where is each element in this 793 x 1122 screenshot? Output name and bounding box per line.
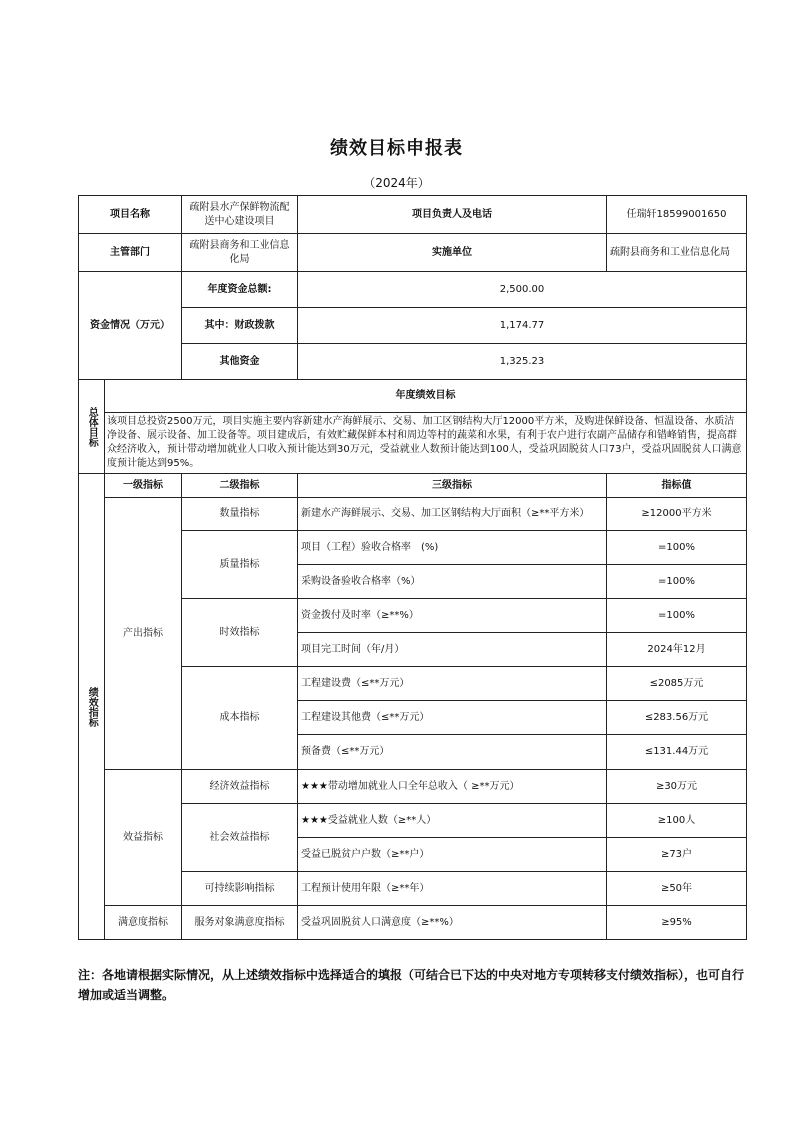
indicator-name: 资金拨付及时率（≥**%） (298, 599, 607, 633)
social-indicator: 社会效益指标 (182, 804, 298, 872)
header-level2: 二级指标 (182, 474, 298, 498)
page-title: 绩效目标申报表 (330, 138, 463, 159)
performance-table (78, 195, 747, 940)
indicator-value: ≥30万元 (607, 770, 747, 804)
year-label: （2024年） (363, 176, 430, 190)
indicator-name: 工程建设费（≤**万元） (298, 667, 607, 701)
dept-label: 主管部门 (79, 234, 182, 272)
indicator-value: 2024年12月 (607, 633, 747, 667)
funds-other-value: 1,325.23 (298, 344, 747, 380)
indicator-value: =100% (607, 531, 747, 565)
indicator-value: ≥50年 (607, 872, 747, 906)
service-satisfaction-indicator: 服务对象满意度指标 (182, 906, 298, 940)
indicator-name: 工程建设其他费（≤**万元） (298, 701, 607, 735)
timeliness-indicator: 时效指标 (182, 599, 298, 667)
indicator-value: =100% (607, 599, 747, 633)
indicator-value: ≥73户 (607, 838, 747, 872)
indicator-name: 项目（工程）验收合格率 (%) (298, 531, 607, 565)
indicator-name: ★★★受益就业人数（≥**人） (298, 804, 607, 838)
funds-fiscal-value: 1,174.77 (298, 308, 747, 344)
indicator-name: 受益巩固脱贫人口满意度（≥**%） (298, 906, 607, 940)
indicator-name: 采购设备验收合格率（%） (298, 565, 607, 599)
overall-goal-label: 总体目标 (79, 380, 105, 474)
cost-indicator: 成本指标 (182, 667, 298, 770)
funds-label: 资金情况（万元） (79, 272, 182, 380)
indicator-name: 工程预计使用年限（≥**年） (298, 872, 607, 906)
output-indicator: 产出指标 (105, 498, 182, 770)
funds-other-label: 其他资金 (182, 344, 298, 380)
overall-goal-header: 年度绩效目标 (105, 380, 747, 413)
footnote: 注：各地请根据实际情况，从上述绩效指标中选择适合的填报（可结合已下达的中央对地方专项转移支付绩效指标），也可自行增加或适当调整。 (78, 968, 745, 1002)
satisfaction-indicator: 满意度指标 (105, 906, 182, 940)
indicator-value: ≥12000平方米 (607, 498, 747, 531)
quality-indicator: 质量指标 (182, 531, 298, 599)
indicator-value: =100% (607, 565, 747, 599)
quantity-indicator: 数量指标 (182, 498, 298, 531)
sustain-indicator: 可持续影响指标 (182, 872, 298, 906)
economic-indicator: 经济效益指标 (182, 770, 298, 804)
indicator-value: ≤283.56万元 (607, 701, 747, 735)
indicator-value: ≥100人 (607, 804, 747, 838)
owner-label: 项目负责人及电话 (298, 196, 607, 234)
indicators-label: 绩效指标 (79, 474, 105, 940)
indicator-name: 受益已脱贫户户数（≥**户） (298, 838, 607, 872)
indicator-name: ★★★带动增加就业人口全年总收入（ ≥**万元） (298, 770, 607, 804)
indicator-value: ≥95% (607, 906, 747, 940)
indicator-value: ≤2085万元 (607, 667, 747, 701)
indicator-name: 预备费（≤**万元） (298, 735, 607, 770)
impl-value: 疏附县商务和工业信息化局 (607, 234, 747, 272)
indicator-name: 新建水产海鲜展示、交易、加工区钢结构大厅面积（≥**平方米） (298, 498, 607, 531)
overall-goal-text: 该项目总投资2500万元，项目实施主要内容新建水产海鲜展示、交易、加工区钢结构大厅12000平方米，及购进保鲜设备、恒温设备、水质洁净设备、展示设备、加工设备等。项目建成后，有效贮藏保鲜本村和周边等村的蔬菜和水果，有利于农户进行农副产品储存和错峰销售，提高群众经济收入，预计带动增加就业人口收入预计能达到30万元，受益就业人数预计能达到100人，受益巩固脱贫人口73户，受益巩固脱贫人口满意度预计能达到95%。 (105, 413, 747, 474)
header-value: 指标值 (607, 474, 747, 498)
indicator-name: 项目完工时间（年/月） (298, 633, 607, 667)
project-name-label: 项目名称 (79, 196, 182, 234)
impl-label: 实施单位 (298, 234, 607, 272)
funds-total-value: 2,500.00 (298, 272, 747, 308)
indicator-value: ≤131.44万元 (607, 735, 747, 770)
benefit-indicator: 效益指标 (105, 770, 182, 906)
header-level1: 一级指标 (105, 474, 182, 498)
owner-value: 任瑞轩18599001650 (607, 196, 747, 234)
funds-fiscal-label: 其中：财政拨款 (182, 308, 298, 344)
dept-value: 疏附县商务和工业信息化局 (182, 234, 298, 272)
header-level3: 三级指标 (298, 474, 607, 498)
project-name-value: 疏附县水产保鲜物流配送中心建设项目 (182, 196, 298, 234)
funds-total-label: 年度资金总额: (182, 272, 298, 308)
